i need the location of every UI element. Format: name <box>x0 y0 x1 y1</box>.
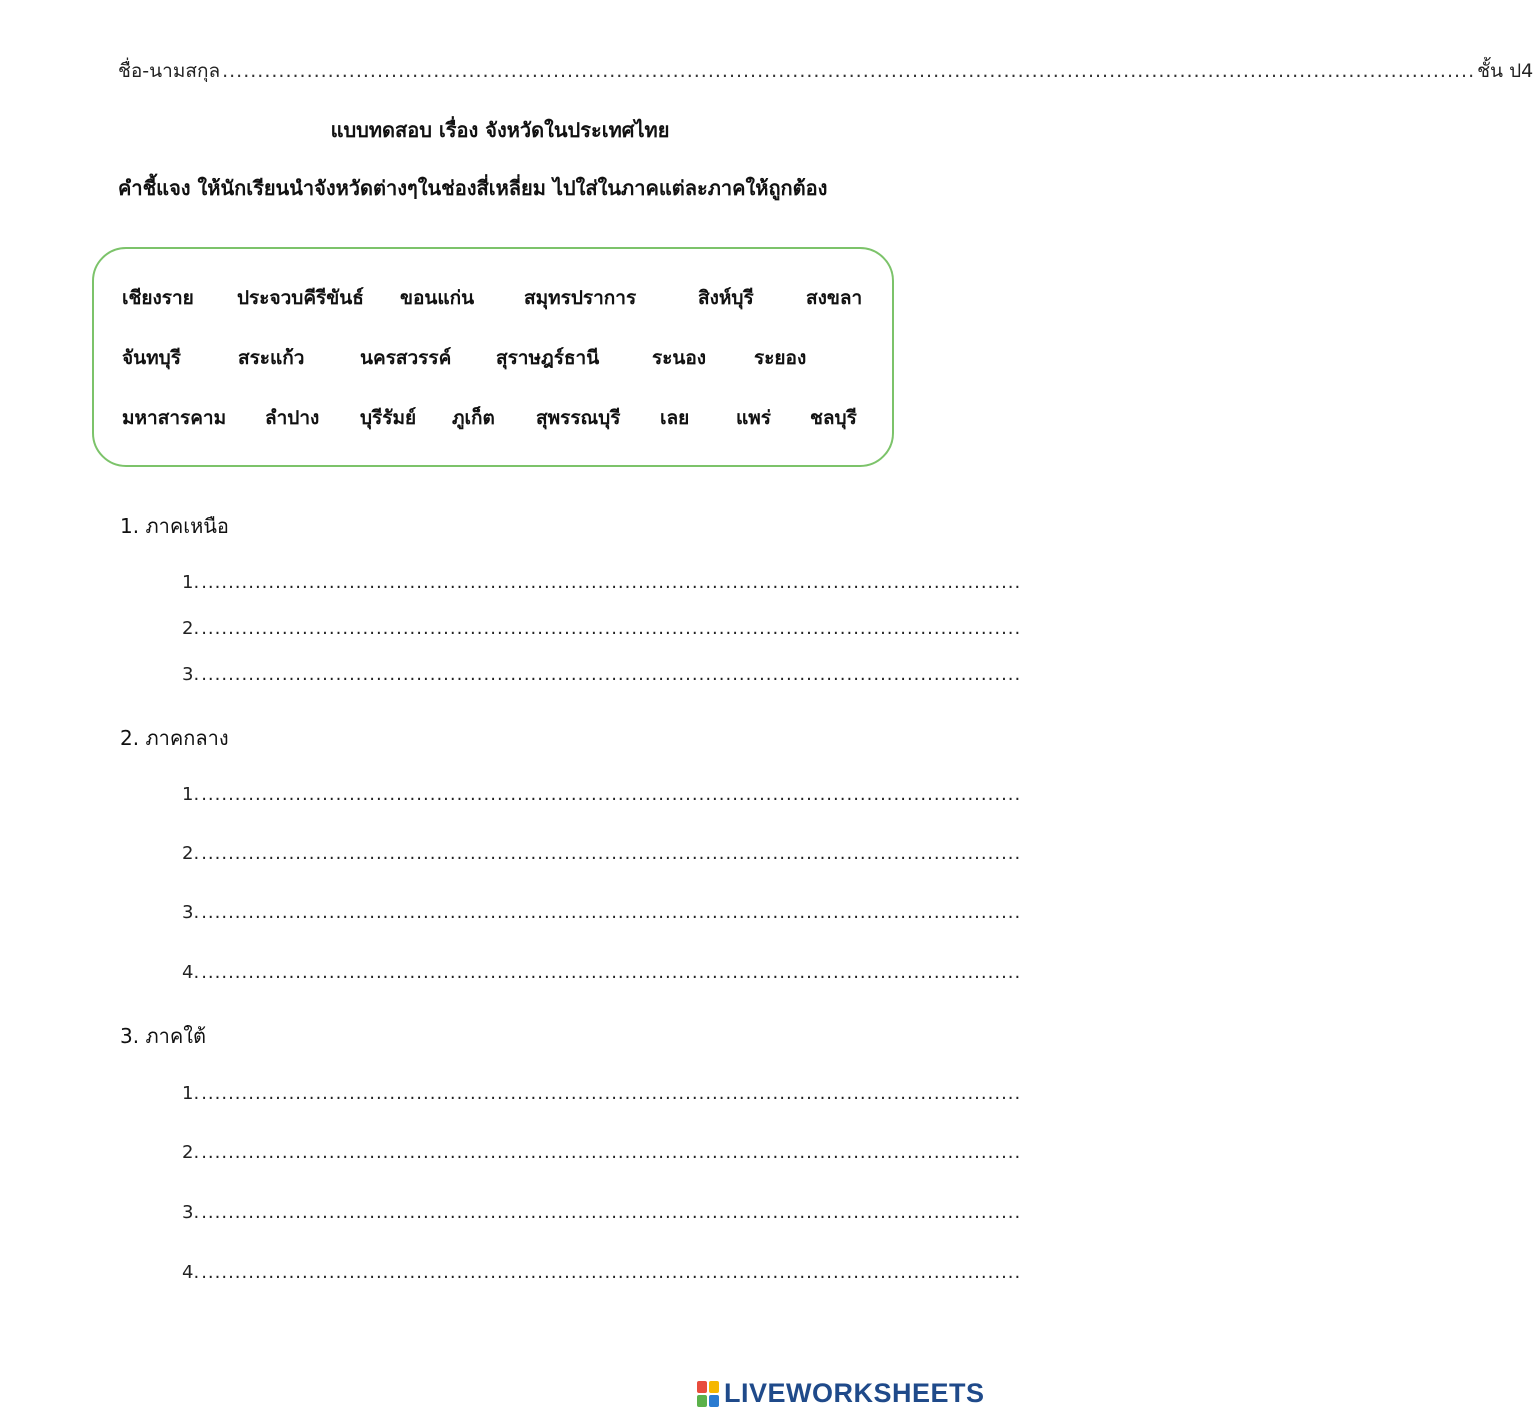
word-phuket[interactable]: ภูเก็ต <box>452 407 495 429</box>
answer-number: 3. <box>182 1202 200 1223</box>
south-answer-2[interactable] <box>182 1142 1022 1163</box>
worksheet-title: แบบทดสอบ เรื่อง จังหวัดในประเทศไทย <box>330 118 670 142</box>
central-answer-2[interactable] <box>182 843 1022 864</box>
answer-dots: .......................................................................................................................... <box>201 902 1022 923</box>
word-maha-sarakham[interactable]: มหาสารคาม <box>122 407 227 429</box>
word-phrae[interactable]: แพร่ <box>736 407 771 429</box>
word-sing-buri[interactable]: สิงห์บุรี <box>698 287 754 309</box>
answer-dots: .......................................................................................................................... <box>201 664 1022 685</box>
name-dots: .................................................................................................................................................................................. <box>222 60 1476 82</box>
logo-square-green <box>697 1395 707 1407</box>
word-bank-box <box>92 247 894 467</box>
logo-square-red <box>697 1381 707 1393</box>
answer-dots: .......................................................................................................................... <box>201 1202 1022 1223</box>
section-central-title: 2. ภาคกลาง <box>120 726 229 750</box>
answer-number: 4. <box>182 1262 200 1283</box>
answer-number: 4. <box>182 962 200 983</box>
north-answer-1[interactable] <box>182 572 1022 593</box>
word-songkhla[interactable]: สงขลา <box>806 287 863 309</box>
word-samut-prakan[interactable]: สมุทรปราการ <box>524 287 637 309</box>
section-north-title: 1. ภาคเหนือ <box>120 514 229 538</box>
answer-number: 1. <box>182 1083 200 1104</box>
answer-dots: .......................................................................................................................... <box>201 962 1022 983</box>
answer-number: 2. <box>182 1142 200 1163</box>
central-answer-4[interactable] <box>182 962 1022 983</box>
logo-square-yellow <box>709 1381 719 1393</box>
word-chanthaburi[interactable]: จันทบุรี <box>122 347 181 369</box>
south-answer-1[interactable] <box>182 1083 1022 1104</box>
liveworksheets-logo-text: LIVEWORKSHEETS <box>724 1378 985 1408</box>
word-chiang-rai[interactable]: เชียงราย <box>122 287 194 309</box>
answer-dots: .......................................................................................................................... <box>201 1142 1022 1163</box>
south-answer-4[interactable] <box>182 1262 1022 1283</box>
word-ranong[interactable]: ระนอง <box>652 347 707 369</box>
word-suphan-buri[interactable]: สุพรรณบุรี <box>536 407 621 429</box>
answer-number: 2. <box>182 618 200 639</box>
answer-number: 3. <box>182 902 200 923</box>
word-prachuap[interactable]: ประจวบคีรีขันธ์ <box>237 287 364 309</box>
instruction-text: คำชี้แจง ให้นักเรียนนำจังหวัดต่างๆในช่องสี่เหลี่ยม ไปใส่ในภาคแต่ละภาคให้ถูกต้อง <box>118 176 828 200</box>
north-answer-3[interactable] <box>182 664 1022 685</box>
section-south-title: 3. ภาคใต้ <box>120 1024 206 1048</box>
answer-dots: .......................................................................................................................... <box>201 572 1022 593</box>
answer-dots: .......................................................................................................................... <box>201 618 1022 639</box>
logo-square-blue <box>709 1395 719 1407</box>
answer-dots: .......................................................................................................................... <box>201 1262 1022 1283</box>
word-sa-kaeo[interactable]: สระแก้ว <box>238 347 305 369</box>
answer-number: 3. <box>182 664 200 685</box>
name-label: ชื่อ-นามสกุล <box>118 60 221 82</box>
answer-dots: .......................................................................................................................... <box>201 1083 1022 1104</box>
liveworksheets-logo <box>697 1378 985 1409</box>
liveworksheets-logo-icon <box>697 1380 721 1408</box>
answer-number: 1. <box>182 572 200 593</box>
word-loei[interactable]: เลย <box>660 407 690 429</box>
word-nakhon-sawan[interactable]: นครสวรรค์ <box>360 347 452 369</box>
north-answer-2[interactable] <box>182 618 1022 639</box>
grade-label: ชั้น ป4 <box>1477 60 1533 82</box>
name-line[interactable] <box>118 56 1533 86</box>
answer-number: 1. <box>182 784 200 805</box>
word-rayong[interactable]: ระยอง <box>754 347 807 369</box>
answer-dots: .......................................................................................................................... <box>201 843 1022 864</box>
word-khon-kaen[interactable]: ขอนแก่น <box>400 287 475 309</box>
south-answer-3[interactable] <box>182 1202 1022 1223</box>
central-answer-1[interactable] <box>182 784 1022 805</box>
word-lampang[interactable]: ลำปาง <box>265 407 320 429</box>
word-buri-ram[interactable]: บุรีรัมย์ <box>360 407 417 429</box>
word-surat-thani[interactable]: สุราษฎร์ธานี <box>496 347 600 369</box>
central-answer-3[interactable] <box>182 902 1022 923</box>
answer-dots: .......................................................................................................................... <box>201 784 1022 805</box>
answer-number: 2. <box>182 843 200 864</box>
word-chon-buri[interactable]: ชลบุรี <box>810 407 857 429</box>
